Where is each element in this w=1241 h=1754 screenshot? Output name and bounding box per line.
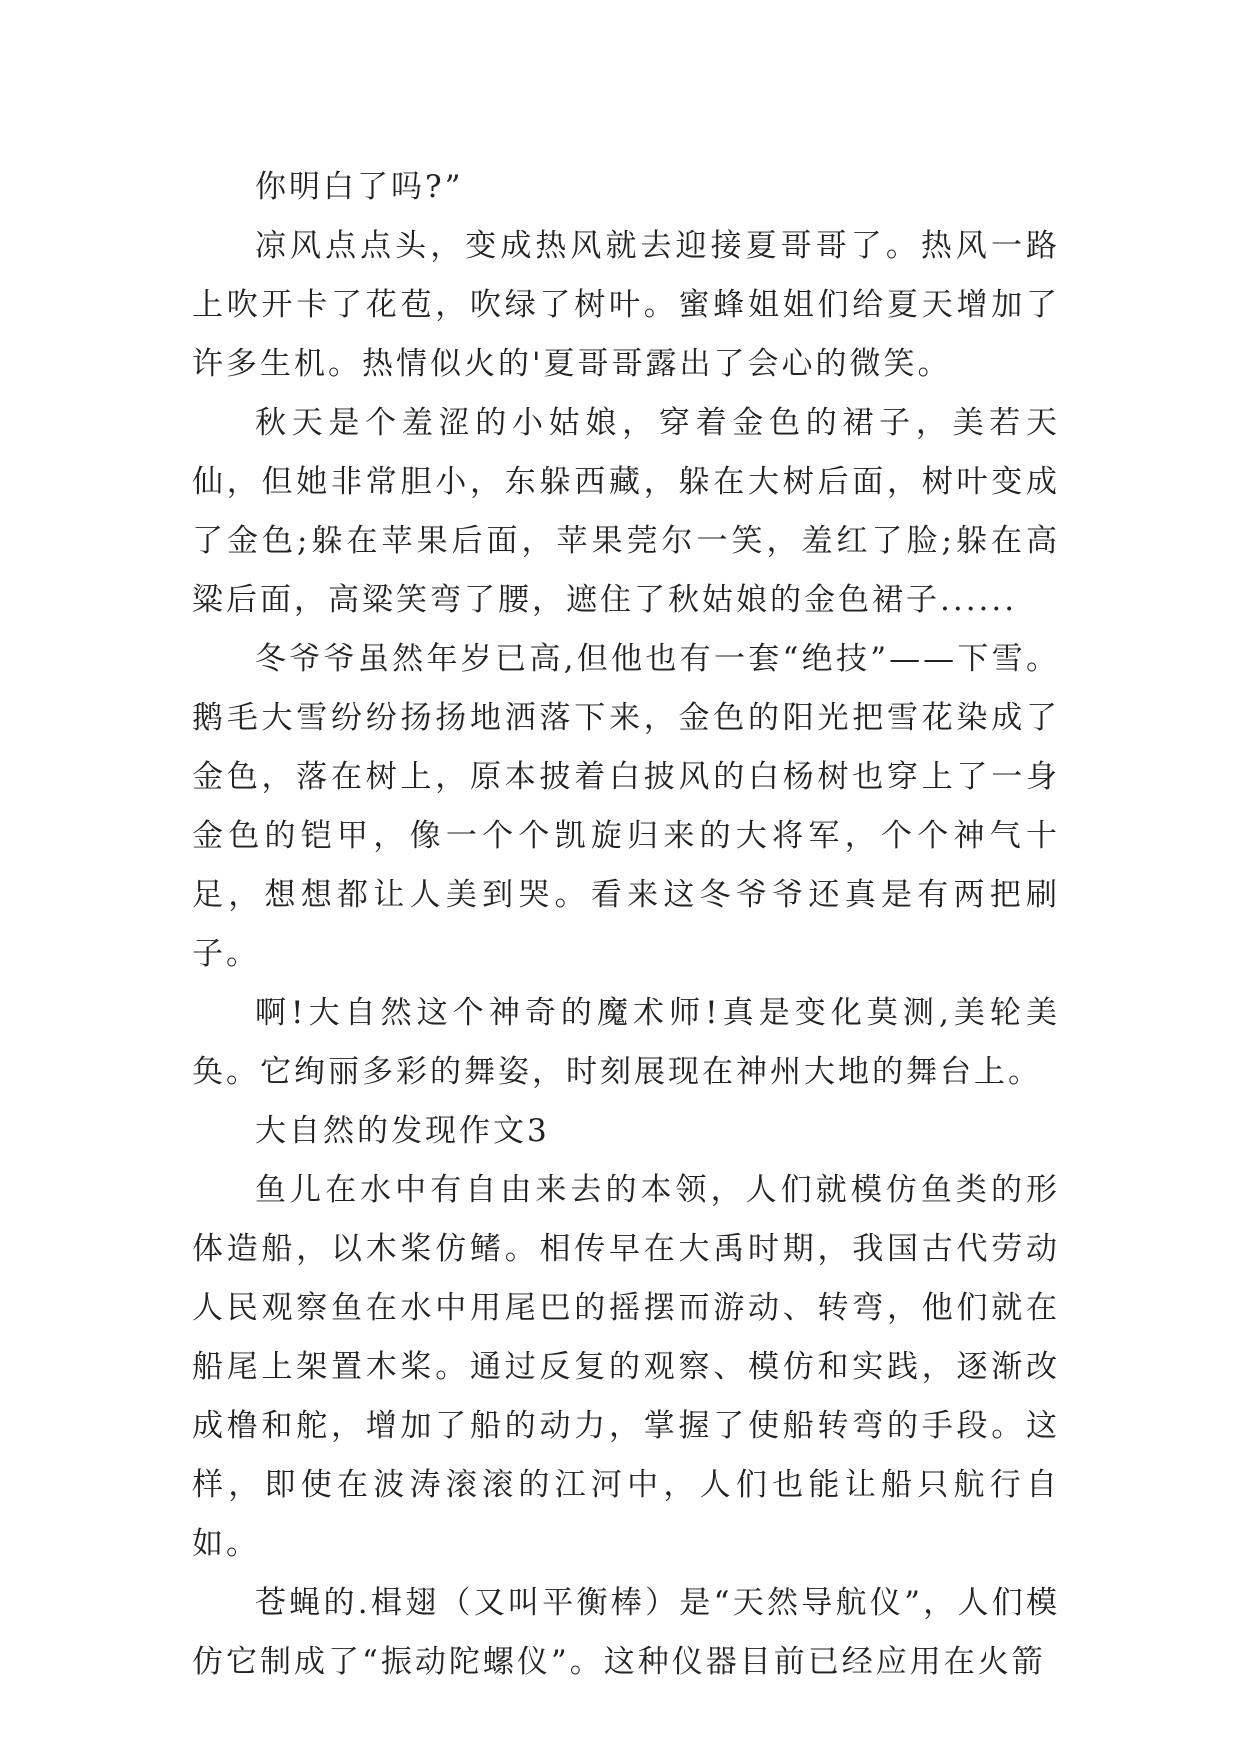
section-heading: 大自然的发现作文3 xyxy=(255,1113,550,1149)
paragraph-question-end: 你明白了吗?” xyxy=(255,169,464,205)
document-body xyxy=(192,158,1060,1692)
paragraph-summer: 凉风点点头，变成热风就去迎接夏哥哥了。热风一路上吹开卡了花苞，吹绿了树叶。蜜蜂姐姐们给夏天增加了许多生机。热情似火的'夏哥哥露出了会心的微笑。 xyxy=(192,228,1060,382)
paragraph-conclusion: 啊!大自然这个神奇的魔术师!真是变化莫测,美轮美奂。它绚丽多彩的舞姿，时刻展现在神州大地的舞台上。 xyxy=(192,995,1060,1090)
paragraph-winter: 冬爷爷虽然年岁已高,但他也有一套“绝技”——下雪。鹅毛大雪纷纷扬扬地洒落下来，金色的阳光把雪花染成了金色，落在树上，原本披着白披风的白杨树也穿上了一身金色的铠甲，像一个个凯旋归来的大将军，个个神气十足，想想都让人美到哭。看来这冬爷爷还真是有两把刷子。 xyxy=(192,641,1060,972)
paragraph-autumn: 秋天是个羞涩的小姑娘，穿着金色的裙子，美若天仙，但她非常胆小，东躲西藏，躲在大树后面，树叶变成了金色;躲在苹果后面，苹果莞尔一笑，羞红了脸;躲在高粱后面，高粱笑弯了腰，遮住了秋姑娘的金色裙子...... xyxy=(192,405,1060,618)
paragraph-fly-gyroscope: 苍蝇的.楫翅（又叫平衡棒）是“天然导航仪”，人们模仿它制成了“振动陀螺仪”。这种仪器目前已经应用在火箭 xyxy=(192,1585,1060,1680)
paragraph-fish-boats: 鱼儿在水中有自由来去的本领，人们就模仿鱼类的形体造船，以木桨仿鳍。相传早在大禹时期，我国古代劳动人民观察鱼在水中用尾巴的摇摆而游动、转弯，他们就在船尾上架置木桨。通过反复的观察、模仿和实践，逐渐改成橹和舵，增加了船的动力，掌握了使船转弯的手段。这样，即使在波涛滚滚的江河中，人们也能让船只航行自如。 xyxy=(192,1172,1060,1562)
